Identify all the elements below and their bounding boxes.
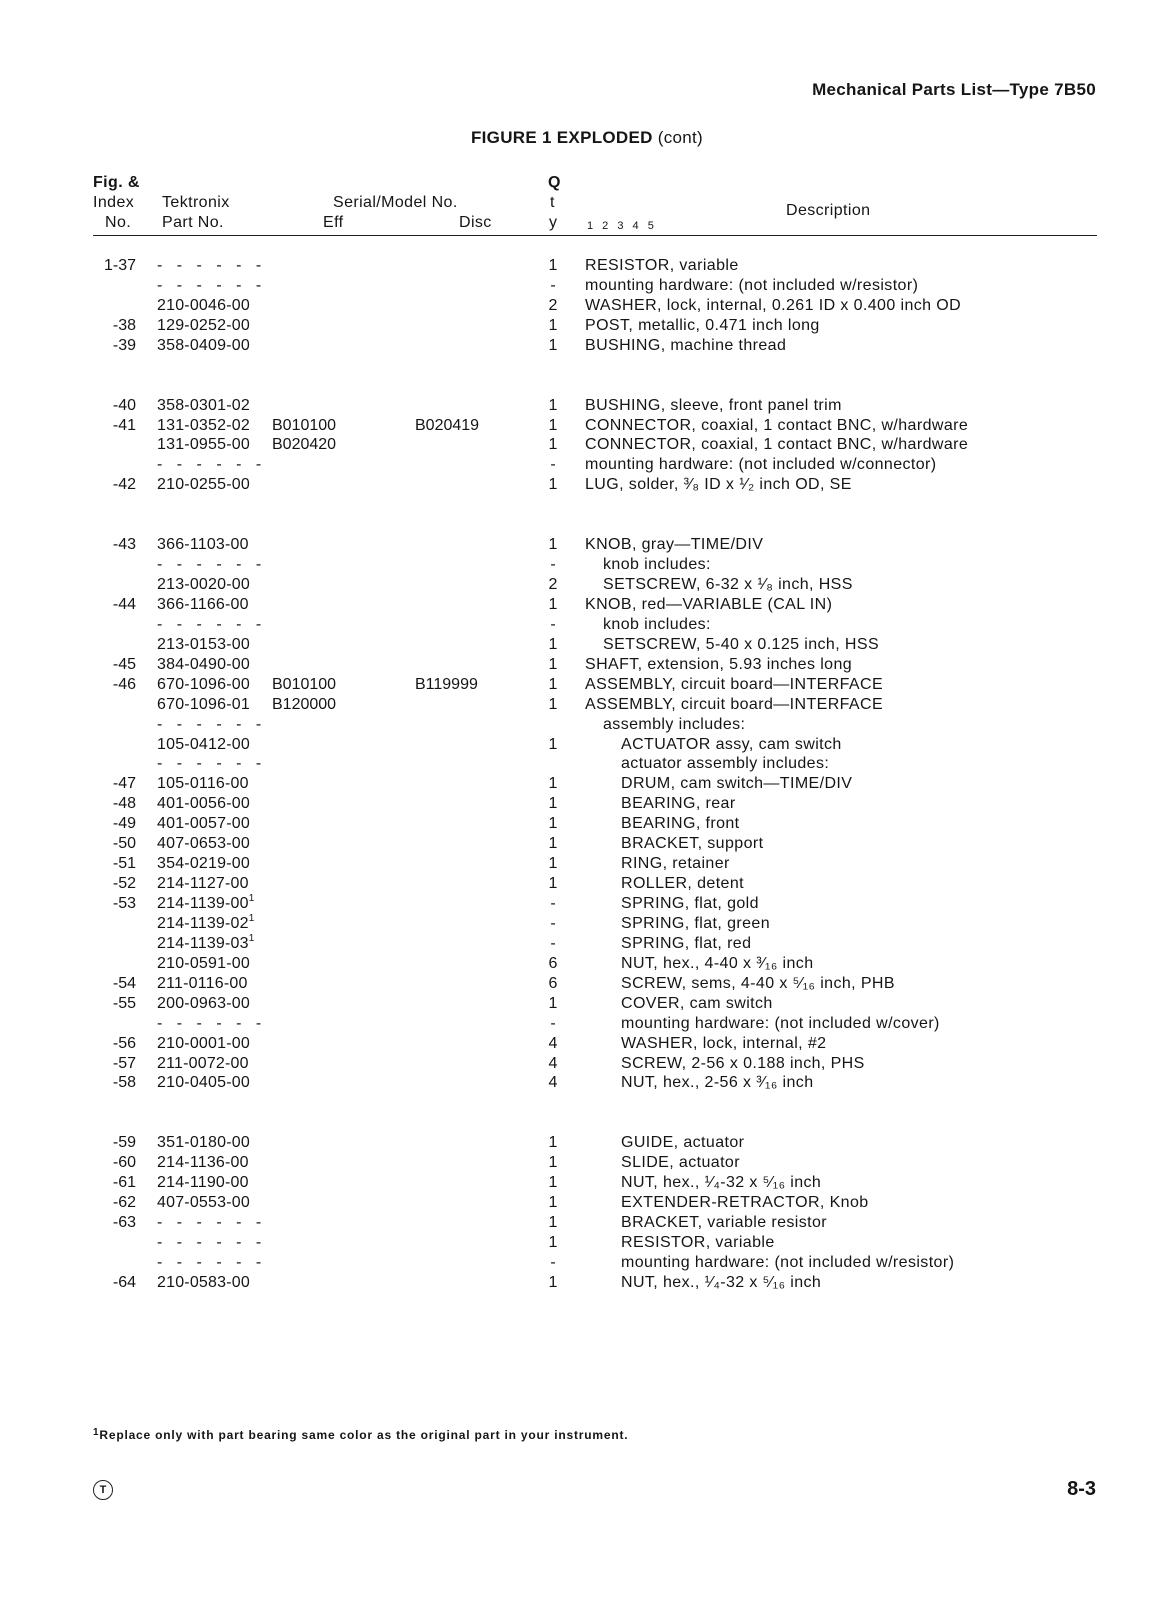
description: SETSCREW, 6-32 x ¹⁄₈ inch, HSS	[603, 576, 853, 594]
index-number: -64	[112, 1273, 136, 1291]
quantity: 1	[548, 1174, 558, 1192]
serial-disc: B020419	[415, 416, 480, 434]
quantity: 1	[548, 1154, 558, 1172]
table-row	[0, 1233, 1174, 1253]
table-row	[0, 814, 1174, 834]
quantity: 1	[548, 795, 558, 813]
table-row	[0, 595, 1174, 615]
header-levels: 1 2 3 4 5	[587, 220, 657, 232]
description: ASSEMBLY, circuit board—INTERFACE	[585, 675, 884, 693]
table-row	[0, 256, 1174, 276]
table-row	[0, 994, 1174, 1014]
row-spacer	[0, 495, 1174, 535]
index-number: 1-37	[103, 257, 136, 274]
index-number: -42	[112, 476, 136, 494]
quantity: 6	[548, 974, 558, 992]
description: NUT, hex., 2-56 x ³⁄₁₆ inch	[621, 1074, 814, 1092]
header-qty-t: t	[550, 194, 555, 211]
part-number: 129-0252-00	[157, 316, 250, 334]
description: knob includes:	[603, 615, 711, 633]
description: NUT, hex., 4-40 x ³⁄₁₆ inch	[621, 954, 814, 972]
part-number: - - - - - -	[157, 257, 267, 274]
footnote-ref: 1	[248, 932, 255, 944]
table-row	[0, 1253, 1174, 1273]
part-number: - - - - - -	[157, 715, 267, 733]
table-row	[0, 1213, 1174, 1233]
quantity: 1	[548, 835, 558, 853]
index-number: -45	[112, 655, 136, 673]
index-number: -55	[112, 994, 136, 1012]
description: WASHER, lock, internal, 0.261 ID x 0.400 inch OD	[585, 296, 962, 314]
description: POST, metallic, 0.471 inch long	[585, 316, 820, 334]
table-row	[0, 1173, 1174, 1193]
table-row	[0, 296, 1174, 316]
part-number: - - - - - -	[157, 1233, 267, 1251]
index-number: -59	[112, 1134, 136, 1152]
part-number: 351-0180-00	[157, 1134, 250, 1152]
part-number: 366-1166-00	[157, 595, 249, 613]
index-number: -47	[112, 775, 136, 793]
index-number: -53	[112, 895, 136, 913]
quantity: 1	[548, 316, 558, 334]
table-row	[0, 1014, 1174, 1034]
description: LUG, solder, ³⁄₈ ID x ¹⁄₂ inch OD, SE	[585, 476, 852, 494]
description: mounting hardware: (not included w/resistor)	[585, 276, 919, 294]
quantity: 1	[548, 536, 558, 554]
description: DRUM, cam switch—TIME/DIV	[621, 775, 853, 793]
quantity: 1	[548, 655, 558, 673]
table-row	[0, 854, 1174, 874]
part-number: - - - - - -	[157, 1014, 267, 1032]
part-number: 214-1139-00	[157, 895, 249, 913]
part-number: - - - - - -	[157, 1253, 267, 1271]
quantity: 1	[548, 855, 558, 873]
header-eff: Eff	[323, 214, 344, 231]
index-number: -58	[112, 1074, 136, 1092]
part-number: 407-0653-00	[157, 835, 250, 853]
index-number: -44	[112, 595, 136, 613]
description: ASSEMBLY, circuit board—INTERFACE	[585, 695, 884, 713]
description: assembly includes:	[603, 715, 746, 733]
part-number: 407-0553-00	[157, 1194, 250, 1212]
footnote-ref: 1	[248, 912, 255, 924]
index-number: -48	[112, 795, 136, 813]
description: SPRING, flat, gold	[621, 895, 759, 913]
table-row	[0, 754, 1174, 774]
header-part-line1: Tektronix	[162, 194, 230, 211]
quantity: 1	[548, 635, 558, 653]
index-number: -61	[112, 1174, 136, 1192]
table-row	[0, 635, 1174, 655]
table-row	[0, 954, 1174, 974]
description: actuator assembly includes:	[621, 755, 830, 773]
part-number: - - - - - -	[157, 456, 267, 474]
quantity: -	[550, 1014, 556, 1032]
header-index-line3: No.	[105, 214, 132, 231]
serial-eff: B020420	[272, 436, 337, 454]
description: ROLLER, detent	[621, 875, 744, 893]
quantity: 4	[548, 1054, 558, 1072]
quantity: -	[550, 556, 556, 574]
parts-list	[0, 256, 1174, 1293]
index-number: -43	[112, 536, 136, 554]
table-row	[0, 914, 1174, 934]
part-number: 354-0219-00	[157, 855, 250, 873]
part-number: - - - - - -	[157, 755, 267, 773]
quantity: 1	[548, 416, 558, 434]
description: EXTENDER-RETRACTOR, Knob	[621, 1194, 869, 1212]
description: GUIDE, actuator	[621, 1134, 745, 1152]
part-number: 200-0963-00	[157, 994, 250, 1012]
quantity: -	[550, 895, 556, 913]
quantity: -	[550, 914, 556, 932]
description: SLIDE, actuator	[621, 1154, 740, 1172]
serial-eff: B010100	[272, 416, 337, 434]
table-row	[0, 555, 1174, 575]
quantity: 1	[548, 396, 558, 414]
part-number: 670-1096-00	[157, 675, 250, 693]
table-row	[0, 575, 1174, 595]
header-qty-q: Q	[548, 174, 561, 191]
header-qty-y: y	[549, 214, 558, 231]
footnote-marker: 1	[93, 1427, 100, 1438]
description: mounting hardware: (not included w/resistor)	[621, 1253, 955, 1271]
quantity: 1	[548, 595, 558, 613]
index-number: -39	[112, 336, 136, 354]
table-row	[0, 276, 1174, 296]
description: BEARING, front	[621, 815, 740, 833]
description: SPRING, flat, red	[621, 934, 752, 952]
quantity: 1	[548, 695, 558, 713]
quantity: 1	[548, 1214, 558, 1232]
index-number: -52	[112, 875, 136, 893]
description: WASHER, lock, internal, #2	[621, 1034, 827, 1052]
table-row	[0, 1054, 1174, 1074]
quantity: 1	[548, 476, 558, 494]
running-header: Mechanical Parts List—Type 7B50	[812, 80, 1096, 99]
quantity: 2	[548, 576, 558, 594]
part-number: 401-0056-00	[157, 795, 250, 813]
description: CONNECTOR, coaxial, 1 contact BNC, w/hardware	[585, 416, 969, 434]
quantity: 1	[548, 775, 558, 793]
footnote	[93, 1428, 628, 1442]
part-number: 214-1136-00	[157, 1154, 249, 1172]
footnote-ref: 1	[248, 893, 255, 905]
row-spacer	[0, 356, 1174, 396]
index-number: -38	[112, 316, 136, 334]
table-row	[0, 475, 1174, 495]
header-serial: Serial/Model No.	[333, 194, 458, 211]
quantity: -	[550, 456, 556, 474]
quantity: 1	[548, 815, 558, 833]
index-number: -62	[112, 1194, 136, 1212]
figure-title-text: FIGURE 1 EXPLODED	[470, 128, 653, 147]
description: COVER, cam switch	[621, 994, 773, 1012]
serial-eff: B120000	[272, 695, 337, 713]
description: NUT, hex., ¹⁄₄-32 x ⁵⁄₁₆ inch	[621, 1273, 822, 1291]
quantity: 1	[548, 257, 558, 274]
part-number: 211-0116-00	[157, 974, 248, 992]
index-number: -63	[112, 1214, 136, 1232]
index-number: -41	[112, 416, 136, 434]
table-row	[0, 695, 1174, 715]
part-number: - - - - - -	[157, 1214, 267, 1232]
figure-title-suffix: (cont)	[657, 128, 704, 147]
part-number: 210-0405-00	[157, 1074, 250, 1092]
table-row	[0, 894, 1174, 914]
part-number: 105-0412-00	[157, 735, 250, 753]
index-number: -49	[112, 815, 136, 833]
part-number: 131-0955-00	[157, 436, 250, 454]
description: KNOB, red—VARIABLE (CAL IN)	[585, 595, 833, 613]
serial-eff: B010100	[272, 675, 337, 693]
part-number: 214-1127-00	[157, 875, 249, 893]
table-row	[0, 974, 1174, 994]
table-row	[0, 934, 1174, 954]
quantity: 1	[548, 675, 558, 693]
table-row	[0, 675, 1174, 695]
description: BUSHING, machine thread	[585, 336, 787, 354]
table-row	[0, 715, 1174, 735]
part-number: 214-1139-03	[157, 934, 249, 952]
part-number: - - - - - -	[157, 615, 267, 633]
part-number: - - - - - -	[157, 556, 267, 574]
description: mounting hardware: (not included w/cover)	[621, 1014, 940, 1032]
description: BUSHING, sleeve, front panel trim	[585, 396, 842, 414]
figure-title	[0, 128, 1174, 148]
part-number-cell	[157, 894, 255, 914]
index-number: -60	[112, 1154, 136, 1172]
quantity: -	[550, 276, 556, 294]
quantity: 4	[548, 1034, 558, 1052]
description: mounting hardware: (not included w/connector)	[585, 456, 937, 474]
description: SCREW, sems, 4-40 x ⁵⁄₁₆ inch, PHB	[621, 974, 895, 992]
part-number: 210-0046-00	[157, 296, 250, 314]
page-number: 8-3	[1067, 1478, 1096, 1500]
table-row	[0, 336, 1174, 356]
header-part-line2: Part No.	[162, 214, 224, 231]
quantity: -	[550, 1253, 556, 1271]
part-number: 358-0409-00	[157, 336, 250, 354]
table-row	[0, 1153, 1174, 1173]
description: NUT, hex., ¹⁄₄-32 x ⁵⁄₁₆ inch	[621, 1174, 822, 1192]
header-rule	[93, 235, 1097, 236]
part-number: 358-0301-02	[157, 396, 250, 414]
quantity: 1	[548, 994, 558, 1012]
part-number: 670-1096-01	[157, 695, 250, 713]
table-row	[0, 774, 1174, 794]
header-index-line1: Fig. &	[93, 174, 140, 191]
table-row	[0, 535, 1174, 555]
table-row	[0, 1073, 1174, 1093]
quantity: 1	[548, 1134, 558, 1152]
description: KNOB, gray—TIME/DIV	[585, 536, 764, 554]
quantity: -	[550, 934, 556, 952]
index-number: -51	[112, 855, 136, 873]
quantity: 1	[548, 436, 558, 454]
quantity: 1	[548, 1273, 558, 1291]
part-number-cell	[157, 914, 255, 934]
index-number: -50	[112, 835, 136, 853]
table-row	[0, 834, 1174, 854]
part-number: 366-1103-00	[157, 536, 249, 554]
index-number: -40	[112, 396, 136, 414]
table-row	[0, 794, 1174, 814]
table-row	[0, 1133, 1174, 1153]
table-row	[0, 874, 1174, 894]
quantity: 1	[548, 1233, 558, 1251]
description: BRACKET, variable resistor	[621, 1214, 828, 1232]
part-number: 210-0583-00	[157, 1273, 250, 1291]
part-number: 210-0591-00	[157, 954, 250, 972]
quantity: 2	[548, 296, 558, 314]
part-number-cell	[157, 934, 255, 954]
description: SPRING, flat, green	[621, 914, 770, 932]
table-row	[0, 396, 1174, 416]
index-number: -56	[112, 1034, 136, 1052]
description: CONNECTOR, coaxial, 1 contact BNC, w/hardware	[585, 436, 969, 454]
description: BRACKET, support	[621, 835, 764, 853]
index-number: -46	[112, 675, 136, 693]
footnote-text: Replace only with part bearing same color as the original part in your instrument.	[99, 1428, 629, 1442]
part-number: 105-0116-00	[157, 775, 249, 793]
part-number: 401-0057-00	[157, 815, 250, 833]
part-number: 210-0001-00	[157, 1034, 250, 1052]
table-row	[0, 655, 1174, 675]
table-row	[0, 1034, 1174, 1054]
quantity: 6	[548, 954, 558, 972]
header-disc: Disc	[459, 214, 492, 231]
table-row	[0, 1193, 1174, 1213]
quantity: 1	[548, 336, 558, 354]
description: knob includes:	[603, 556, 711, 574]
table-row	[0, 1273, 1174, 1293]
description: SETSCREW, 5-40 x 0.125 inch, HSS	[603, 635, 880, 653]
part-number: 213-0153-00	[157, 635, 250, 653]
description: SCREW, 2-56 x 0.188 inch, PHS	[621, 1054, 865, 1072]
table-row	[0, 416, 1174, 436]
part-number: 384-0490-00	[157, 655, 250, 673]
table-row	[0, 455, 1174, 475]
table-row	[0, 615, 1174, 635]
row-spacer	[0, 1093, 1174, 1133]
part-number: 214-1139-02	[157, 914, 249, 932]
table-row	[0, 735, 1174, 755]
quantity: 1	[548, 875, 558, 893]
description: BEARING, rear	[621, 795, 736, 813]
quantity: 1	[548, 735, 558, 753]
quantity: 4	[548, 1074, 558, 1092]
header-index-line2: Index	[93, 194, 135, 211]
description: RESISTOR, variable	[585, 257, 739, 274]
index-number: -57	[112, 1054, 136, 1072]
part-number: - - - - - -	[157, 276, 267, 294]
description: SHAFT, extension, 5.93 inches long	[585, 655, 853, 673]
part-number: 213-0020-00	[157, 576, 250, 594]
part-number: 210-0255-00	[157, 476, 250, 494]
quantity: -	[550, 615, 556, 633]
description: RING, retainer	[621, 855, 730, 873]
header-description: Description	[786, 202, 871, 219]
description: RESISTOR, variable	[621, 1233, 775, 1251]
index-number: -54	[112, 974, 136, 992]
part-number: 214-1190-00	[157, 1174, 249, 1192]
table-row	[0, 435, 1174, 455]
part-number: 211-0072-00	[157, 1054, 249, 1072]
quantity: 1	[548, 1194, 558, 1212]
copyright-icon: T	[93, 1480, 113, 1500]
part-number: 131-0352-02	[157, 416, 250, 434]
description: ACTUATOR assy, cam switch	[621, 735, 842, 753]
serial-disc: B119999	[415, 675, 478, 693]
table-row	[0, 316, 1174, 336]
